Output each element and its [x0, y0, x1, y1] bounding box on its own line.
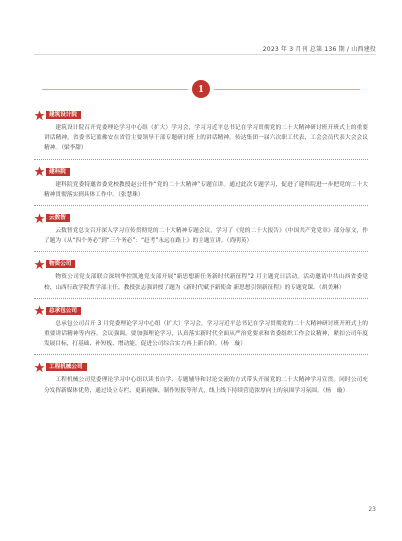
block-head — [34, 362, 368, 372]
news-block-3 — [34, 213, 368, 252]
dotted-divider — [34, 159, 368, 160]
star-icon — [34, 110, 45, 121]
dotted-divider — [34, 354, 368, 355]
star-icon — [34, 166, 45, 177]
unit-tag: 建筑设计院 — [46, 111, 81, 119]
block-body: 工程机械公司党委理论学习中心组以读书自学、专题辅导和讨论交流的方式带头开展党的二十大精神学习宣贯。同时公司充分发挥新媒体优势，通过设立专栏、更新视频、制作短报等形式，线上线下持续营造浓厚向上的氛围学习氛围。（杨 璇） — [44, 377, 368, 394]
section-number-badge: 1 — [192, 80, 210, 98]
dotted-divider — [34, 205, 368, 206]
news-block-4 — [34, 259, 368, 298]
news-block-1 — [34, 110, 368, 160]
news-block-2 — [34, 167, 368, 206]
star-icon — [34, 362, 45, 373]
page-number: 23 — [368, 506, 376, 513]
block-body: 建筑设计院召开党委理论学习中心组（扩大）学习会，学习习近平总书记在学习贯彻党的二十大精神研讨班开班式上的重要讲话精神，省委书记蓝佛安在省管主要领导干部专题研讨班上的讲话精神。传达集团一届六次职工代表、工会会员代表大会会议精神。（梁李甜） — [44, 125, 368, 152]
section-line-left — [42, 89, 188, 90]
section-line-right — [214, 89, 360, 90]
block-body: 建科院党委特邀省委党校教授赵公任作“党的二十大精神”专题宣讲。通过此次专题学习，促进了建科院进一步把党的二十大精神贯彻落实到具体工作中。（张慧珠） — [44, 181, 368, 198]
block-head — [34, 110, 368, 120]
block-head — [34, 213, 368, 223]
news-blocks — [34, 110, 368, 403]
block-head — [34, 306, 368, 316]
star-icon — [34, 305, 45, 316]
issue-header: 2023 年 3 月刊 总第 136 期 / 山西建投 — [262, 46, 376, 53]
star-icon — [34, 213, 45, 224]
unit-tag: 工程机械公司 — [46, 363, 87, 371]
block-body: 云数智党总支召开深入学习宣传贯彻党的二十大精神专题会议，学习了《党的二十大报告》《中国共产党党章》部分原文，作了题为《从“四个务必”到“三个务必”：“赶考”永远在路上》的主题宣讲。（尚明英） — [44, 228, 368, 245]
dotted-divider — [34, 251, 368, 252]
unit-tag: 总承包公司 — [46, 307, 81, 315]
unit-tag: 物资公司 — [46, 260, 75, 268]
news-block-5 — [34, 306, 368, 356]
unit-tag: 建科院 — [46, 168, 70, 176]
block-head — [34, 167, 368, 177]
block-body: 物资公司党支部联合深圳华控凯迪党支部开展“新思想新任务新时代新征程”2 月主题党日活动。活动邀请中共山西省委党校、山西行政学院哲学部主任、教授张志强讲授了题为《新时代赋予新使命 新思想引领新征程》的专题党课。（胡美琳） — [44, 274, 368, 291]
header-rule — [34, 54, 376, 55]
dotted-divider — [34, 298, 368, 299]
block-body: 总承包公司召开 3 月党委理论学习中心组（扩大）学习会，学习习近平总书记在学习贯彻党的二十大精神研讨班开班式上的重要讲话精神等内容。会议强调，要加强理论学习，认真落实新时代全面从严治党要求和省委组织工作会议精神，紧扣公司年度发展目标，打基础、补短板、增动能，促进公司综合实力再上新台阶。（杨 璇） — [44, 320, 368, 348]
star-icon — [34, 259, 45, 270]
news-block-6 — [34, 362, 368, 395]
unit-tag: 云数智 — [46, 214, 70, 222]
block-head — [34, 259, 368, 269]
